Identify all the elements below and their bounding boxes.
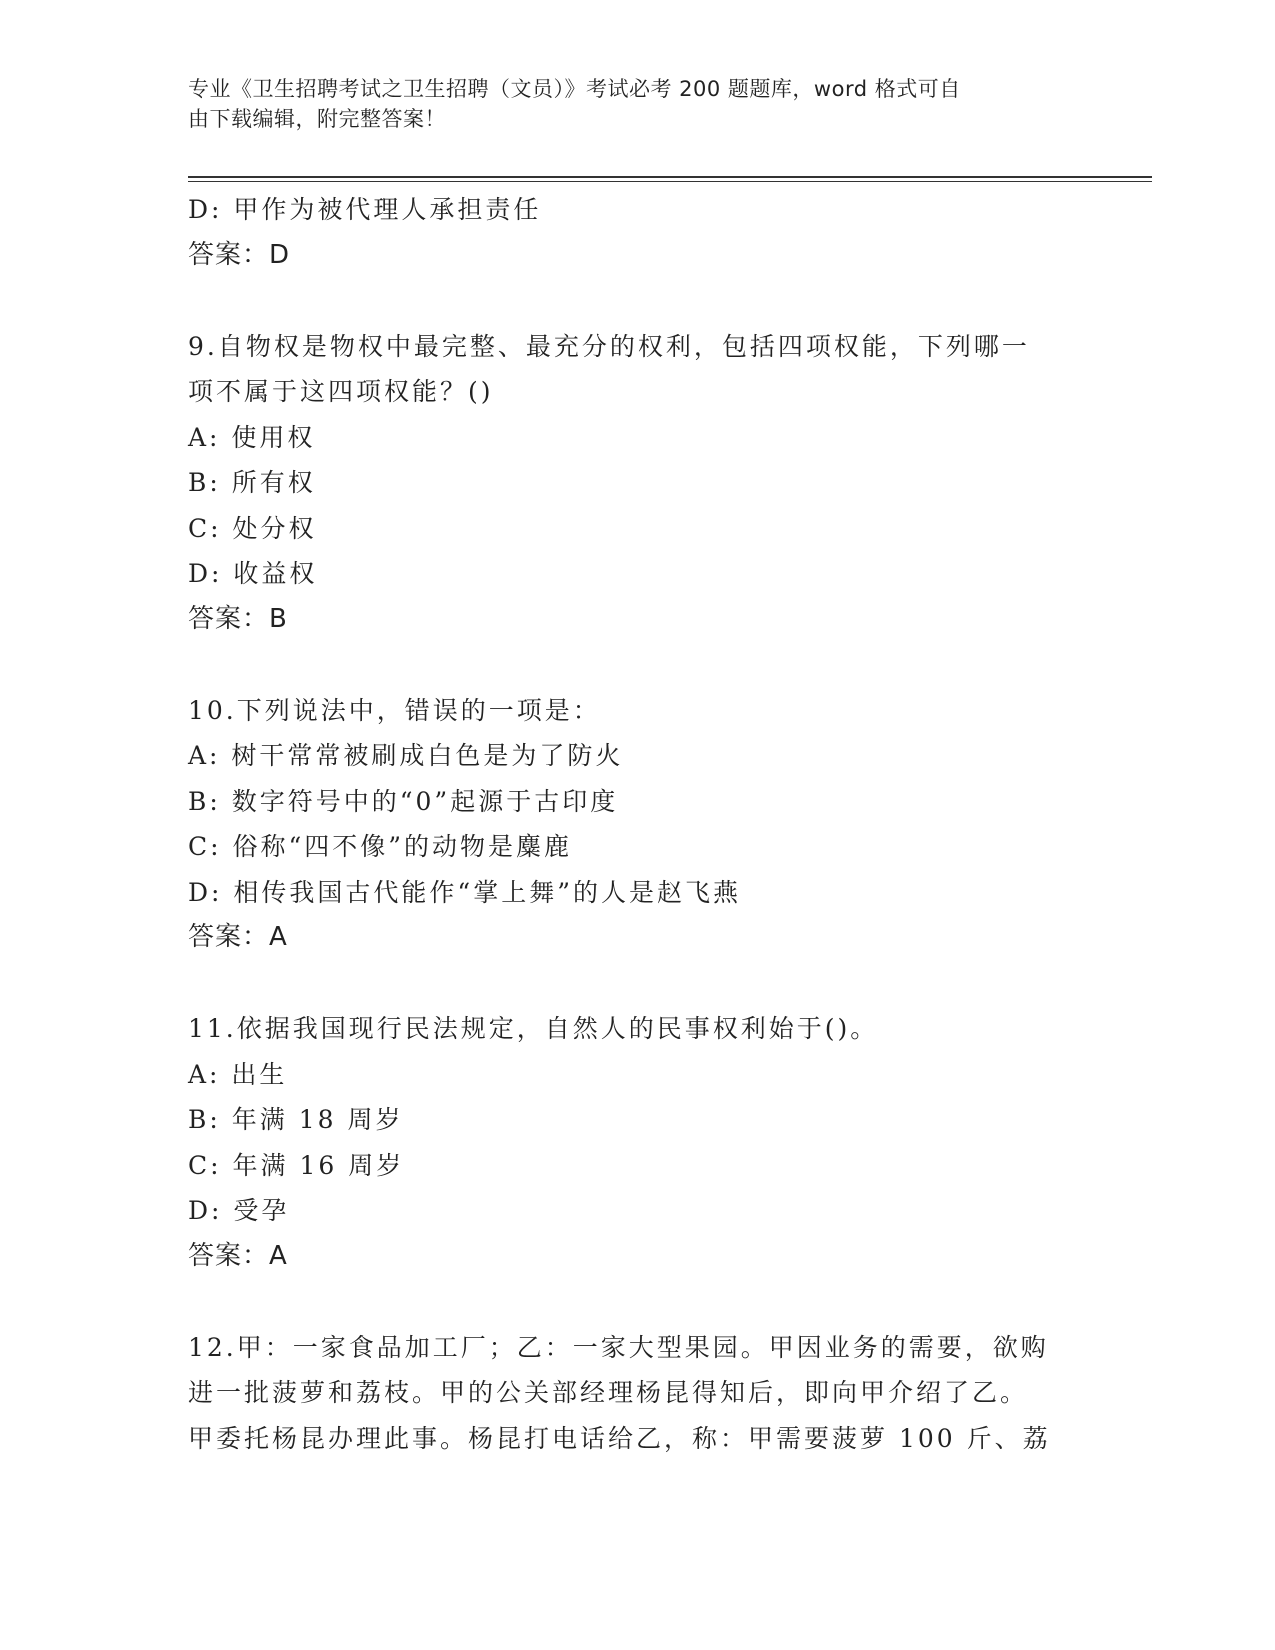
- q11-option-c: C: 年满 16 周岁: [188, 1150, 405, 1180]
- prev-answer: 答案：D: [188, 239, 291, 270]
- q11-option-d: D: 受孕: [188, 1196, 290, 1225]
- document-header: [188, 74, 1068, 134]
- q11-option-b: B: 年满 18 周岁: [188, 1105, 404, 1134]
- q9-answer: 答案：B: [188, 603, 288, 634]
- question-10: [188, 688, 1088, 961]
- question-9: [188, 324, 1088, 643]
- question-12: [188, 1325, 1088, 1462]
- q10-stem-line-1: 10.下列说法中，错误的一项是：: [188, 695, 601, 725]
- spacer: [188, 1279, 1088, 1325]
- header-line-1: 专业《卫生招聘考试之卫生招聘（文员）》考试必考 200 题题库，word 格式可自: [188, 77, 961, 101]
- q10-option-d: D: 相传我国古代能作“掌上舞”的人是赵飞燕: [188, 877, 741, 907]
- q12-stem-line-2: 进一批菠萝和荔枝。甲的公关部经理杨昆得知后，即向甲介绍了乙。: [188, 1378, 1029, 1407]
- q12-stem-line-3: 甲委托杨昆办理此事。杨昆打电话给乙，称：甲需要菠萝 100 斤、荔: [188, 1423, 1051, 1453]
- header-divider-thin: [188, 181, 1152, 182]
- q10-option-c: C: 俗称“四不像”的动物是麋鹿: [188, 832, 573, 861]
- q11-option-a: A: 出生: [188, 1059, 288, 1089]
- q9-option-a: A: 使用权: [188, 422, 316, 452]
- header-divider-thick: [188, 176, 1152, 178]
- q10-answer: 答案：A: [188, 922, 288, 952]
- q10-option-b: B: 数字符号中的“0”起源于古印度: [188, 786, 619, 816]
- q9-option-d: D: 收益权: [188, 559, 318, 588]
- spacer: [188, 642, 1088, 688]
- document-body: [188, 187, 1088, 1461]
- spacer: [188, 961, 1088, 1007]
- q9-stem-line-2: 项不属于这四项权能？(): [188, 377, 494, 406]
- question-11: [188, 1006, 1088, 1279]
- prev-option-d: D: 甲作为被代理人承担责任: [188, 195, 542, 224]
- q9-option-c: C: 处分权: [188, 513, 317, 543]
- q11-stem-line-1: 11.依据我国现行民法规定，自然人的民事权利始于()。: [188, 1014, 879, 1043]
- q11-answer: 答案：A: [188, 1240, 288, 1271]
- q10-option-a: A: 树干常常被刷成白色是为了防火: [188, 741, 624, 770]
- spacer: [188, 278, 1088, 324]
- q9-stem-line-1: 9.自物权是物权中最完整、最充分的权利，包括四项权能，下列哪一: [188, 331, 1030, 361]
- q12-stem-line-1: 12.甲：一家食品加工厂；乙：一家大型果园。甲因业务的需要，欲购: [188, 1332, 1049, 1362]
- header-line-2: 由下载编辑，附完整答案！: [188, 107, 446, 131]
- q9-option-b: B: 所有权: [188, 468, 316, 497]
